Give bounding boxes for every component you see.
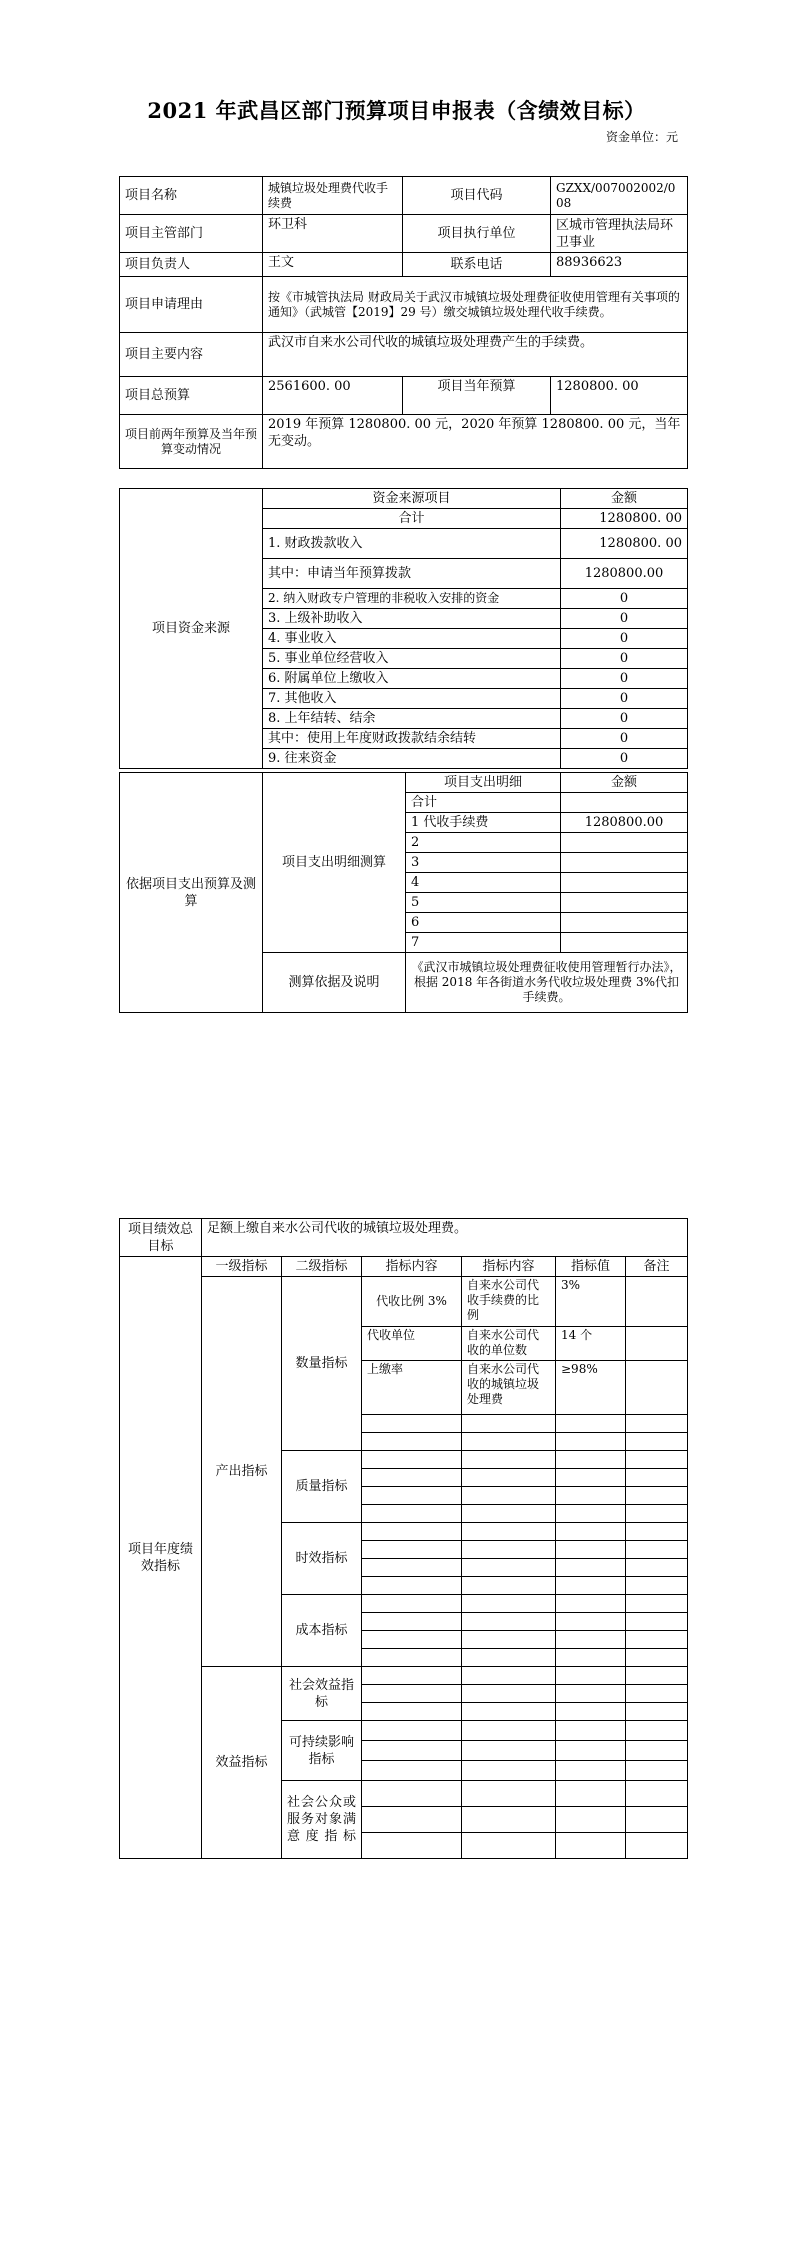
expense-row-amount [561,933,688,953]
fund-row-amount: 0 [561,749,688,769]
exec-unit-label: 项目执行单位 [403,215,551,253]
fund-row-name: 5. 事业单位经营收入 [263,649,561,669]
indicator-value: ≥98% [556,1361,626,1415]
fund-row-amount: 1280800. 00 [561,529,688,559]
cost-indicator-label: 成本指标 [282,1595,362,1667]
expense-row-amount [561,853,688,873]
fund-row-name: 6. 附属单位上缴收入 [263,669,561,689]
fund-source-col-header: 资金来源项目 [263,489,561,509]
perf-goal-label: 项目绩效总目标 [120,1219,202,1257]
dept-value: 环卫科 [263,215,403,253]
phone-value: 88936623 [551,253,688,277]
perf-col4: 指标内容 [462,1257,556,1277]
currency-unit: 资金单位：元 [605,130,678,144]
indicator-detail: 自来水公司代收的城镇垃圾处理费 [462,1361,556,1415]
quantity-indicator-label: 数量指标 [282,1277,362,1451]
fund-row-amount: 0 [561,609,688,629]
fund-row-amount: 0 [561,649,688,669]
expense-row-amount [561,793,688,813]
total-budget-value: 2561600. 00 [263,377,403,415]
reason-value: 按《市城管执法局 财政局关于武汉市城镇垃圾处理费征收使用管理有关事项的通知》（武城管【2019】29 号）缴交城镇垃圾处理代收手续费。 [263,277,688,333]
effect-indicator-label: 效益指标 [202,1667,282,1859]
fund-row-name: 8. 上年结转、结余 [263,709,561,729]
fund-row-amount: 0 [561,689,688,709]
expense-amount-col-header: 金额 [561,773,688,793]
change-label: 项目前两年预算及当年预算变动情况 [120,415,263,469]
output-indicator-label: 产出指标 [202,1277,282,1667]
quality-indicator-label: 质量指标 [282,1451,362,1523]
fund-source-table [119,488,688,769]
expense-row-name: 5 [406,893,561,913]
perf-col6: 备注 [626,1257,688,1277]
satisfaction-indicator-label: 社会公众或服务对象满意度指标 [282,1781,362,1859]
project-code-label: 项目代码 [403,177,551,215]
sustainability-indicator-label: 可持续影响指标 [282,1721,362,1781]
fund-row-amount: 0 [561,729,688,749]
expense-row-name: 1 代收手续费 [406,813,561,833]
fund-row-name: 合计 [263,509,561,529]
fund-row-name: 9. 往来资金 [263,749,561,769]
indicator-content: 代收比例 3% [362,1277,462,1327]
indicator-value: 14 个 [556,1327,626,1361]
perf-col2: 二级指标 [282,1257,362,1277]
fund-row-amount: 0 [561,709,688,729]
total-budget-label: 项目总预算 [120,377,263,415]
year-budget-label: 项目当年预算 [403,377,551,415]
expense-row-name: 6 [406,913,561,933]
expense-row-name: 7 [406,933,561,953]
expense-row-amount [561,833,688,853]
fund-row-name: 其中：使用上年度财政拨款结余结转 [263,729,561,749]
person-value: 王文 [263,253,403,277]
fund-row-name: 1. 财政拨款收入 [263,529,561,559]
content-label: 项目主要内容 [120,333,263,377]
expense-row-amount [561,893,688,913]
project-code-value: GZXX/007002002/008 [551,177,688,215]
fund-source-label: 项目资金来源 [120,489,263,769]
expense-row-name: 3 [406,853,561,873]
timeliness-indicator-label: 时效指标 [282,1523,362,1595]
expense-row-amount: 1280800.00 [561,813,688,833]
indicator-detail: 自来水公司代收手续费的比例 [462,1277,556,1327]
fund-row-name: 7. 其他收入 [263,689,561,709]
expense-row-name: 合计 [406,793,561,813]
perf-col3: 指标内容 [362,1257,462,1277]
expense-detail-label: 项目支出明细测算 [263,773,406,953]
expense-row-amount [561,913,688,933]
exec-unit-value: 区城市管理执法局环卫事业 [551,215,688,253]
fund-row-amount: 1280800. 00 [561,509,688,529]
indicator-value: 3% [556,1277,626,1327]
project-name-label: 项目名称 [120,177,263,215]
perf-year-label: 项目年度绩效指标 [120,1257,202,1859]
indicator-detail: 自来水公司代收的单位数 [462,1327,556,1361]
perf-col1: 一级指标 [202,1257,282,1277]
fund-row-amount: 0 [561,629,688,649]
indicator-content: 上缴率 [362,1361,462,1415]
year-budget-value: 1280800. 00 [551,377,688,415]
perf-goal-value: 足额上缴自来水公司代收的城镇垃圾处理费。 [202,1219,688,1257]
expense-table [119,772,688,1013]
basis-label: 测算依据及说明 [263,953,406,1013]
social-indicator-label: 社会效益指标 [282,1667,362,1721]
change-value: 2019 年预算 1280800. 00 元，2020 年预算 1280800. 00 元，当年无变动。 [263,415,688,469]
project-info-table [119,176,688,469]
fund-row-amount: 1280800.00 [561,559,688,589]
expense-row-amount [561,873,688,893]
fund-row-amount: 0 [561,669,688,689]
expense-row-name: 2 [406,833,561,853]
fund-row-name: 其中：申请当年预算拨款 [263,559,561,589]
fund-row-name: 2. 纳入财政专户管理的非税收入安排的资金 [263,589,561,609]
content-value: 武汉市自来水公司代收的城镇垃圾处理费产生的手续费。 [263,333,688,377]
fund-row-name: 4. 事业收入 [263,629,561,649]
expense-label: 依据项目支出预算及测算 [120,773,263,1013]
performance-table [119,1218,688,1859]
fund-row-name: 3. 上级补助收入 [263,609,561,629]
expense-row-name: 4 [406,873,561,893]
perf-col5: 指标值 [556,1257,626,1277]
fund-row-amount: 0 [561,589,688,609]
page-title: 2021 年武昌区部门预算项目申报表（含绩效目标） [147,98,646,123]
reason-label: 项目申请理由 [120,277,263,333]
project-name-value: 城镇垃圾处理费代收手续费 [263,177,403,215]
dept-label: 项目主管部门 [120,215,263,253]
person-label: 项目负责人 [120,253,263,277]
phone-label: 联系电话 [403,253,551,277]
fund-amount-col-header: 金额 [561,489,688,509]
indicator-content: 代收单位 [362,1327,462,1361]
expense-item-col-header: 项目支出明细 [406,773,561,793]
basis-value: 《武汉市城镇垃圾处理费征收使用管理暂行办法》，根据 2018 年各街道水务代收垃圾处理费 3%代扣手续费。 [406,953,688,1013]
